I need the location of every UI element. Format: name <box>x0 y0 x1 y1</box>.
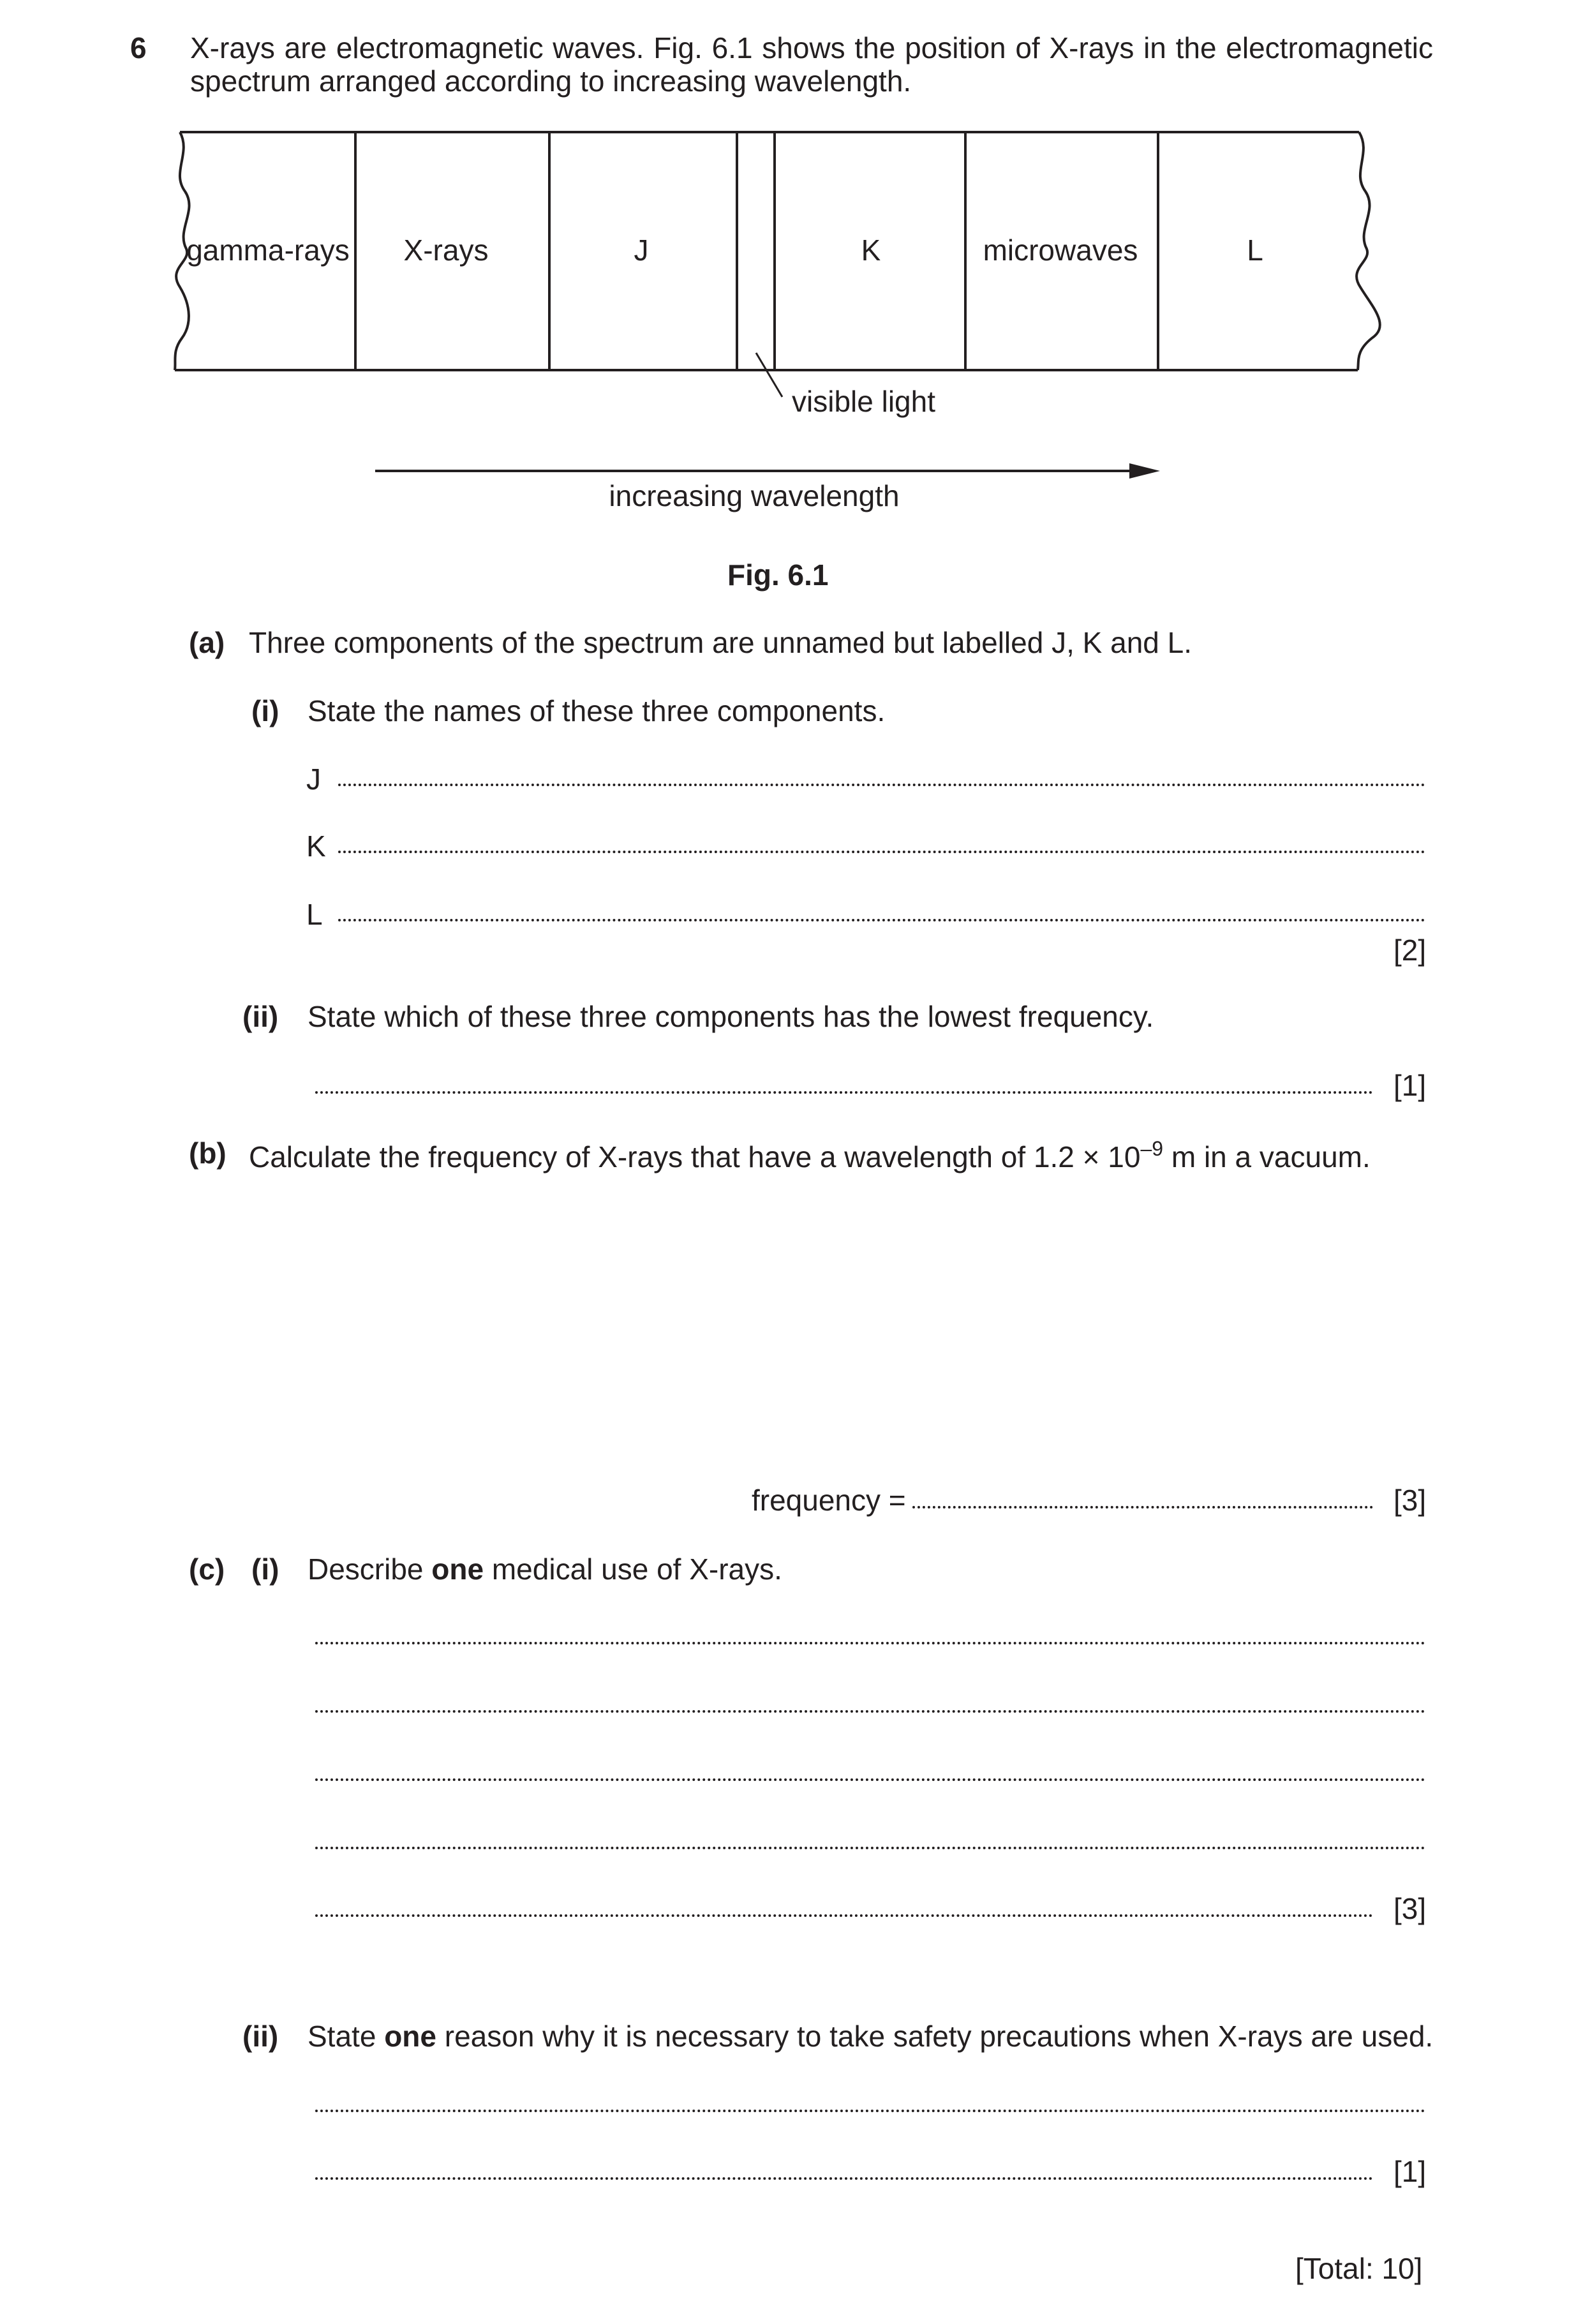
answer-line-c-i-4[interactable] <box>315 1847 1425 1849</box>
part-c-label: (c) <box>189 1553 225 1586</box>
part-a-i-label: (i) <box>251 694 279 727</box>
answer-line-c-i-3[interactable] <box>315 1778 1425 1781</box>
part-a-label: (a) <box>189 626 225 659</box>
part-a-ii-marks: [1] <box>1393 1069 1427 1102</box>
answer-line-k[interactable] <box>338 851 1425 853</box>
part-c-i-marks: [3] <box>1393 1892 1427 1925</box>
part-c-i-text-before: Describe <box>308 1553 424 1586</box>
spectrum-right-wavy-edge <box>1356 132 1380 370</box>
part-b-text-after: m in a vacuum. <box>1171 1140 1371 1173</box>
answer-line-c-ii-1[interactable] <box>315 2110 1425 2112</box>
part-c-ii-bold-word: one <box>384 2020 436 2053</box>
answer-line-c-i-2[interactable] <box>315 1710 1425 1713</box>
answer-line-c-i-1[interactable] <box>315 1642 1425 1644</box>
region-label-j: J <box>634 234 649 267</box>
answer-label-l: L <box>306 898 323 931</box>
part-c-ii-marks: [1] <box>1393 2155 1427 2188</box>
part-b-text-before: Calculate the frequency of X-rays that have a wavelength of 1.2 × 10 <box>249 1140 1141 1173</box>
region-label-gamma-rays: gamma-rays <box>186 234 350 267</box>
part-c-i-text-after: medical use of X-rays. <box>491 1553 782 1586</box>
part-b-label: (b) <box>189 1136 227 1170</box>
part-c-i-label: (i) <box>251 1553 279 1586</box>
em-spectrum-diagram <box>0 0 1583 574</box>
visible-light-label: visible light <box>792 385 935 418</box>
part-c-ii-text-after: reason why it is necessary to take safety precautions when X-rays are used. <box>444 2020 1434 2053</box>
answer-label-j: J <box>306 763 321 796</box>
answer-label-k: K <box>306 830 326 863</box>
answer-line-j[interactable] <box>338 784 1425 786</box>
region-label-l: L <box>1247 234 1263 267</box>
region-label-microwaves: microwaves <box>983 234 1138 267</box>
region-label-x-rays: X-rays <box>403 234 489 267</box>
increasing-wavelength-label: increasing wavelength <box>609 479 900 512</box>
part-c-ii-question <box>308 2022 1433 2051</box>
wavelength-arrowhead <box>1129 463 1160 479</box>
part-b-question <box>249 1138 1371 1172</box>
part-a-ii-text: State which of these three components has the lowest frequency. <box>308 1000 1154 1033</box>
answer-line-c-ii-2[interactable] <box>315 2177 1373 2180</box>
part-c-ii-text-before: State <box>308 2020 376 2053</box>
region-label-k: K <box>861 234 881 267</box>
question-intro-line-2: spectrum arranged according to increasing wavelength. <box>190 64 912 98</box>
figure-caption-text: Fig. 6.1 <box>727 558 829 592</box>
question-number: 6 <box>130 31 147 64</box>
part-b-marks: [3] <box>1393 1484 1427 1517</box>
answer-line-a-ii[interactable] <box>315 1091 1373 1094</box>
answer-line-l[interactable] <box>338 919 1425 921</box>
part-a-i-marks: [2] <box>1393 934 1427 967</box>
answer-line-c-i-5[interactable] <box>315 1914 1373 1917</box>
part-b-exponent: –9 <box>1140 1137 1164 1160</box>
part-a-i-text: State the names of these three components. <box>308 694 886 727</box>
part-a-text: Three components of the spectrum are unnamed but labelled J, K and L. <box>249 626 1192 659</box>
part-c-ii-label: (ii) <box>242 2020 279 2053</box>
total-marks: [Total: 10] <box>1295 2252 1423 2285</box>
question-intro-line-1: X-rays are electromagnetic waves. Fig. 6.1 shows the position of X-rays in the electromagnetic <box>190 31 1433 64</box>
visible-light-leader-line <box>756 353 782 397</box>
frequency-label: frequency = <box>752 1484 906 1517</box>
part-a-ii-label: (ii) <box>242 1000 279 1033</box>
part-c-i-bold-word: one <box>431 1553 484 1586</box>
part-c-i-question <box>308 1554 782 1584</box>
frequency-answer-line[interactable] <box>912 1506 1373 1508</box>
